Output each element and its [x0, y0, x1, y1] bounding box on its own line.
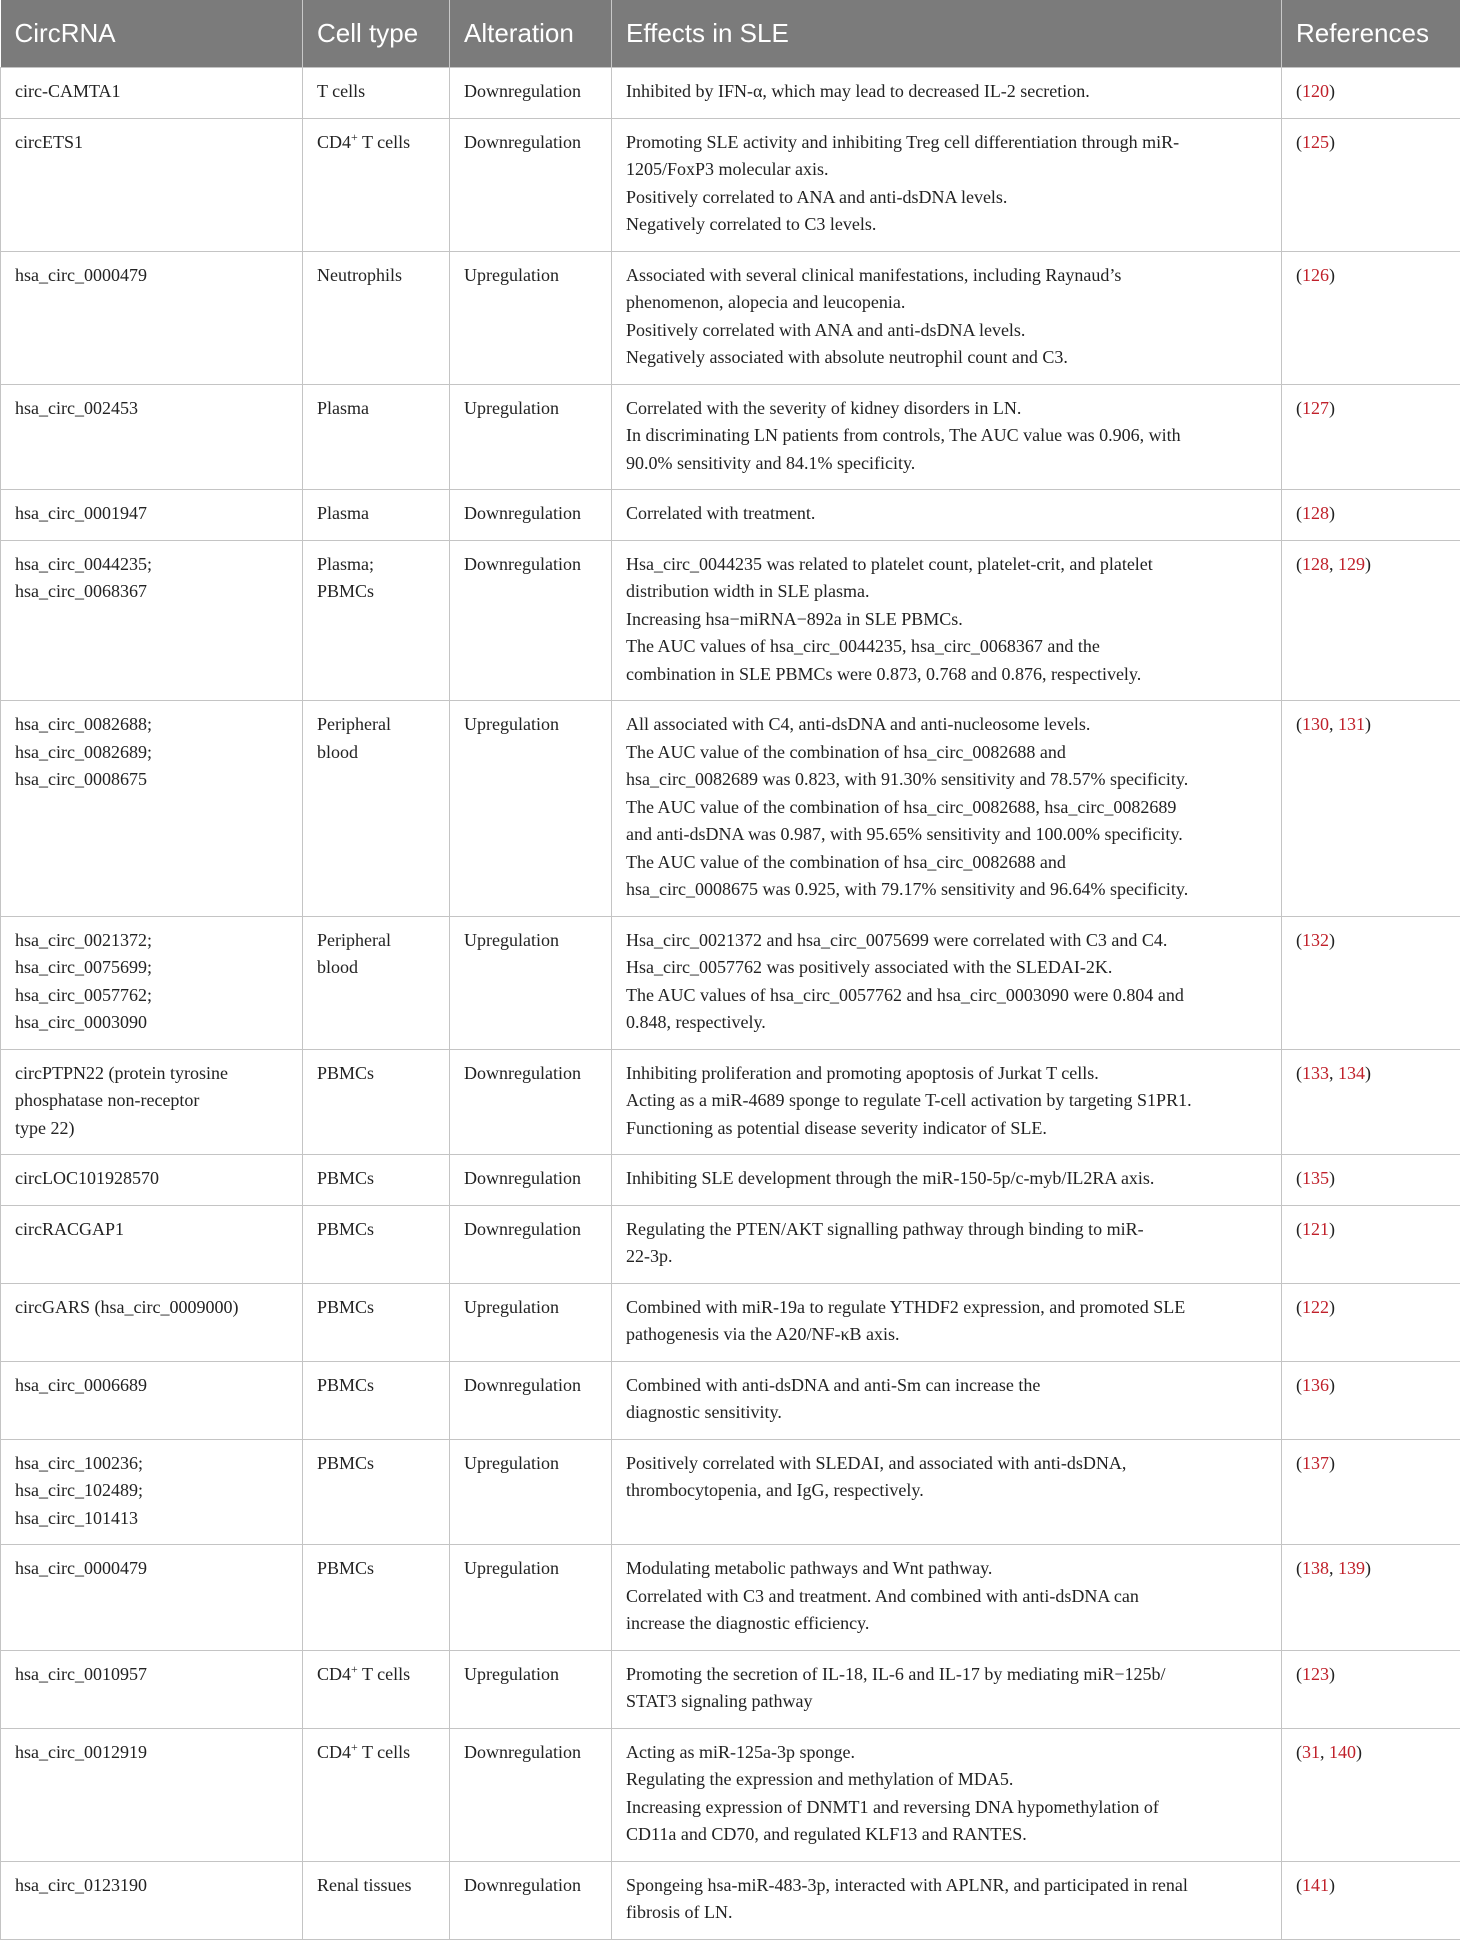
circrna-cell	[1, 1650, 303, 1728]
reference-link[interactable]: 136	[1302, 1375, 1329, 1395]
alteration-value: Downregulation	[464, 1742, 581, 1762]
cell-type-cell	[303, 540, 450, 701]
reference-link[interactable]: 131	[1338, 714, 1365, 734]
table-body	[1, 68, 1460, 1940]
effects-cell	[612, 384, 1282, 490]
effects-cell	[612, 1861, 1282, 1939]
table-header	[1, 0, 1460, 68]
effects-cell	[612, 1155, 1282, 1206]
effect-line: and anti-dsDNA was 0.987, with 95.65% sensitivity and 100.00% specificity.	[626, 821, 1267, 849]
table-row	[1, 118, 1460, 251]
circrna-name: circGARS (hsa_circ_0009000)	[15, 1294, 288, 1322]
cell-type: PBMCs	[317, 1450, 435, 1478]
table-row	[1, 1439, 1460, 1545]
circrna-cell	[1, 540, 303, 701]
effects-cell	[612, 1049, 1282, 1155]
circrna-name: hsa_circ_002453	[15, 395, 288, 423]
effect-line: Positively correlated with SLEDAI, and associated with anti-dsDNA,	[626, 1450, 1267, 1478]
alteration-cell	[450, 916, 612, 1049]
cell-type: Renal tissues	[317, 1872, 435, 1900]
cell-type-cell	[303, 118, 450, 251]
alteration-cell	[450, 1205, 612, 1283]
references-cell: (138, 139)	[1282, 1545, 1460, 1651]
effect-line: Hsa_circ_0057762 was positively associated with the SLEDAI-2K.	[626, 954, 1267, 982]
alteration-value: Upregulation	[464, 714, 559, 734]
effects-cell	[612, 490, 1282, 541]
effect-line: Combined with miR-19a to regulate YTHDF2 expression, and promoted SLE	[626, 1294, 1267, 1322]
circrna-cell	[1, 490, 303, 541]
circrna-cell	[1, 1155, 303, 1206]
references-cell: (135)	[1282, 1155, 1460, 1206]
effect-line: 0.848, respectively.	[626, 1009, 1267, 1037]
effects-cell	[612, 701, 1282, 917]
alteration-cell	[450, 384, 612, 490]
reference-link[interactable]: 121	[1302, 1219, 1329, 1239]
circrna-name: hsa_circ_0000479	[15, 1555, 288, 1583]
alteration-cell	[450, 1361, 612, 1439]
table-row	[1, 1861, 1460, 1939]
reference-link[interactable]: 140	[1329, 1742, 1356, 1762]
cell-type-prefix: CD4	[317, 132, 351, 152]
alteration-value: Upregulation	[464, 1297, 559, 1317]
table-row	[1, 251, 1460, 384]
circrna-cell	[1, 701, 303, 917]
effects-cell	[612, 1650, 1282, 1728]
effects-cell	[612, 1283, 1282, 1361]
circrna-name: phosphatase non-receptor	[15, 1087, 288, 1115]
reference-link[interactable]: 123	[1302, 1664, 1329, 1684]
cell-type-cell	[303, 1439, 450, 1545]
circrna-name: hsa_circ_0123190	[15, 1872, 288, 1900]
alteration-value: Upregulation	[464, 1664, 559, 1684]
effect-line: In discriminating LN patients from controls, The AUC value was 0.906, with	[626, 422, 1267, 450]
circrna-cell	[1, 1545, 303, 1651]
references-cell: (132)	[1282, 916, 1460, 1049]
cell-type-cell	[303, 1205, 450, 1283]
circrna-cell	[1, 1049, 303, 1155]
effect-line: 90.0% sensitivity and 84.1% specificity.	[626, 450, 1267, 478]
cell-type	[317, 1661, 435, 1689]
alteration-cell	[450, 1439, 612, 1545]
effects-cell	[612, 540, 1282, 701]
effect-line: Correlated with the severity of kidney disorders in LN.	[626, 395, 1267, 423]
reference-link[interactable]: 130	[1302, 714, 1329, 734]
references-cell: (136)	[1282, 1361, 1460, 1439]
effect-line: Positively correlated with ANA and anti-dsDNA levels.	[626, 317, 1267, 345]
table-row	[1, 540, 1460, 701]
circrna-cell	[1, 68, 303, 119]
cell-type-cell	[303, 68, 450, 119]
circrna-cell	[1, 384, 303, 490]
effect-line: 22-3p.	[626, 1243, 1267, 1271]
effect-line: Negatively correlated to C3 levels.	[626, 211, 1267, 239]
table-row	[1, 490, 1460, 541]
reference-link[interactable]: 137	[1302, 1453, 1329, 1473]
superscript-plus: +	[351, 1662, 358, 1676]
effects-cell	[612, 1728, 1282, 1861]
cell-type: Peripheral	[317, 927, 435, 955]
effect-line: Increasing hsa−miRNA−892a in SLE PBMCs.	[626, 606, 1267, 634]
reference-link[interactable]: 128	[1302, 554, 1329, 574]
effect-line: Inhibiting proliferation and promoting apoptosis of Jurkat T cells.	[626, 1060, 1267, 1088]
effects-cell	[612, 1205, 1282, 1283]
table-row	[1, 1728, 1460, 1861]
effect-line: pathogenesis via the A20/NF-κB axis.	[626, 1321, 1267, 1349]
circrna-cell	[1, 1728, 303, 1861]
cell-type: PBMCs	[317, 1216, 435, 1244]
cell-type-cell	[303, 916, 450, 1049]
header-row	[1, 0, 1460, 68]
effects-cell	[612, 1361, 1282, 1439]
circrna-name: hsa_circ_0075699;	[15, 954, 288, 982]
references-cell: (126)	[1282, 251, 1460, 384]
effect-line: Hsa_circ_0021372 and hsa_circ_0075699 were correlated with C3 and C4.	[626, 927, 1267, 955]
effect-line: The AUC values of hsa_circ_0044235, hsa_circ_0068367 and the	[626, 633, 1267, 661]
alteration-value: Downregulation	[464, 503, 581, 523]
reference-link[interactable]: 141	[1302, 1875, 1329, 1895]
table-row	[1, 1361, 1460, 1439]
reference-link[interactable]: 31	[1302, 1742, 1320, 1762]
effect-line: All associated with C4, anti-dsDNA and anti-nucleosome levels.	[626, 711, 1267, 739]
table-row	[1, 68, 1460, 119]
circrna-cell	[1, 1361, 303, 1439]
alteration-value: Upregulation	[464, 265, 559, 285]
alteration-cell	[450, 1728, 612, 1861]
reference-link[interactable]: 132	[1302, 930, 1329, 950]
reference-link[interactable]: 138	[1302, 1558, 1329, 1578]
cell-type: PBMCs	[317, 1294, 435, 1322]
circrna-name: hsa_circ_0044235;	[15, 551, 288, 579]
effect-line: Promoting the secretion of IL-18, IL-6 and IL-17 by mediating miR−125b/	[626, 1661, 1267, 1689]
circrna-cell	[1, 118, 303, 251]
cell-type-prefix: CD4	[317, 1742, 351, 1762]
table-row	[1, 1205, 1460, 1283]
circrna-name: circ-CAMTA1	[15, 78, 288, 106]
effect-line: Acting as miR-125a-3p sponge.	[626, 1739, 1267, 1767]
cell-type: PBMCs	[317, 578, 435, 606]
cell-type: blood	[317, 739, 435, 767]
effect-line: distribution width in SLE plasma.	[626, 578, 1267, 606]
circrna-name: hsa_circ_0001947	[15, 500, 288, 528]
cell-type: T cells	[317, 78, 435, 106]
circrna-name: hsa_circ_0082689;	[15, 739, 288, 767]
alteration-cell	[450, 540, 612, 701]
reference-link[interactable]: 120	[1302, 81, 1329, 101]
circrna-name: hsa_circ_0082688;	[15, 711, 288, 739]
cell-type	[317, 129, 435, 157]
effect-line: The AUC value of the combination of hsa_circ_0082688 and	[626, 849, 1267, 877]
cell-type-cell	[303, 1361, 450, 1439]
cell-type-cell	[303, 1728, 450, 1861]
cell-type: Plasma;	[317, 551, 435, 579]
effect-line: STAT3 signaling pathway	[626, 1688, 1267, 1716]
effect-line: The AUC value of the combination of hsa_circ_0082688, hsa_circ_0082689	[626, 794, 1267, 822]
cell-type-prefix: CD4	[317, 1664, 351, 1684]
effect-line: Modulating metabolic pathways and Wnt pathway.	[626, 1555, 1267, 1583]
cell-type-cell	[303, 701, 450, 917]
effect-line: Inhibiting SLE development through the miR-150-5p/c-myb/IL2RA axis.	[626, 1165, 1267, 1193]
circrna-name: circPTPN22 (protein tyrosine	[15, 1060, 288, 1088]
effect-line: phenomenon, alopecia and leucopenia.	[626, 289, 1267, 317]
alteration-value: Downregulation	[464, 1875, 581, 1895]
circrna-name: type 22)	[15, 1115, 288, 1143]
effect-line: The AUC values of hsa_circ_0057762 and hsa_circ_0003090 were 0.804 and	[626, 982, 1267, 1010]
circrna-name: hsa_circ_0021372;	[15, 927, 288, 955]
references-cell: (31, 140)	[1282, 1728, 1460, 1861]
alteration-cell	[450, 1155, 612, 1206]
alteration-cell	[450, 68, 612, 119]
circrna-name: hsa_circ_0000479	[15, 262, 288, 290]
reference-link[interactable]: 126	[1302, 265, 1329, 285]
table-row	[1, 1650, 1460, 1728]
circrna-cell	[1, 1439, 303, 1545]
effect-line: combination in SLE PBMCs were 0.873, 0.768 and 0.876, respectively.	[626, 661, 1267, 689]
reference-link[interactable]: 128	[1302, 503, 1329, 523]
cell-type-suffix: T cells	[362, 132, 410, 152]
alteration-value: Downregulation	[464, 81, 581, 101]
references-cell: (128, 129)	[1282, 540, 1460, 701]
circrna-name: circLOC101928570	[15, 1165, 288, 1193]
alteration-cell	[450, 1283, 612, 1361]
circrna-name: hsa_circ_102489;	[15, 1477, 288, 1505]
references-cell: (125)	[1282, 118, 1460, 251]
references-cell: (122)	[1282, 1283, 1460, 1361]
effect-line: hsa_circ_0008675 was 0.925, with 79.17% sensitivity and 96.64% specificity.	[626, 876, 1267, 904]
circrna-name: hsa_circ_100236;	[15, 1450, 288, 1478]
effects-cell	[612, 68, 1282, 119]
effect-line: increase the diagnostic efficiency.	[626, 1610, 1267, 1638]
alteration-value: Upregulation	[464, 1453, 559, 1473]
table-row	[1, 1155, 1460, 1206]
effect-line: Positively correlated to ANA and anti-dsDNA levels.	[626, 184, 1267, 212]
header-references: References	[1282, 0, 1460, 68]
effect-line: Correlated with C3 and treatment. And combined with anti-dsDNA can	[626, 1583, 1267, 1611]
effect-line: Combined with anti-dsDNA and anti-Sm can increase the	[626, 1372, 1267, 1400]
effect-line: diagnostic sensitivity.	[626, 1399, 1267, 1427]
circrna-name: hsa_circ_0008675	[15, 766, 288, 794]
header-alteration: Alteration	[450, 0, 612, 68]
cell-type: PBMCs	[317, 1060, 435, 1088]
cell-type-cell	[303, 1861, 450, 1939]
effect-line: Promoting SLE activity and inhibiting Treg cell differentiation through miR-	[626, 129, 1267, 157]
alteration-value: Downregulation	[464, 554, 581, 574]
effect-line: Associated with several clinical manifestations, including Raynaud’s	[626, 262, 1267, 290]
references-cell: (121)	[1282, 1205, 1460, 1283]
circrna-cell	[1, 251, 303, 384]
circrna-name: hsa_circ_0068367	[15, 578, 288, 606]
circrna-cell	[1, 1861, 303, 1939]
references-cell: (130, 131)	[1282, 701, 1460, 917]
alteration-value: Upregulation	[464, 930, 559, 950]
effect-line: Increasing expression of DNMT1 and reversing DNA hypomethylation of	[626, 1794, 1267, 1822]
table-row	[1, 1283, 1460, 1361]
effect-line: Spongeing hsa-miR-483-3p, interacted with APLNR, and participated in renal	[626, 1872, 1267, 1900]
effects-cell	[612, 251, 1282, 384]
alteration-cell	[450, 490, 612, 541]
alteration-value: Downregulation	[464, 1168, 581, 1188]
alteration-cell	[450, 1049, 612, 1155]
table-row	[1, 1049, 1460, 1155]
cell-type: blood	[317, 954, 435, 982]
effects-cell	[612, 1439, 1282, 1545]
cell-type-cell	[303, 1049, 450, 1155]
effect-line: Regulating the expression and methylation of MDA5.	[626, 1766, 1267, 1794]
cell-type-suffix: T cells	[362, 1664, 410, 1684]
alteration-cell	[450, 1861, 612, 1939]
alteration-value: Downregulation	[464, 1375, 581, 1395]
effect-line: CD11a and CD70, and regulated KLF13 and RANTES.	[626, 1821, 1267, 1849]
circrna-cell	[1, 1205, 303, 1283]
reference-link[interactable]: 135	[1302, 1168, 1329, 1188]
cell-type-suffix: T cells	[362, 1742, 410, 1762]
effects-cell	[612, 1545, 1282, 1651]
effect-line: The AUC value of the combination of hsa_circ_0082688 and	[626, 739, 1267, 767]
reference-link[interactable]: 134	[1338, 1063, 1365, 1083]
header-cell-type: Cell type	[303, 0, 450, 68]
table-row	[1, 701, 1460, 917]
references-cell: (141)	[1282, 1861, 1460, 1939]
effect-line: Regulating the PTEN/AKT signalling pathway through binding to miR-	[626, 1216, 1267, 1244]
alteration-value: Downregulation	[464, 132, 581, 152]
cell-type: Plasma	[317, 500, 435, 528]
cell-type: Peripheral	[317, 711, 435, 739]
effect-line: Inhibited by IFN-α, which may lead to decreased IL-2 secretion.	[626, 78, 1267, 106]
alteration-cell	[450, 1650, 612, 1728]
cell-type-cell	[303, 384, 450, 490]
circrna-name: hsa_circ_0057762;	[15, 982, 288, 1010]
cell-type-cell	[303, 1155, 450, 1206]
effects-cell	[612, 118, 1282, 251]
reference-link[interactable]: 133	[1302, 1063, 1329, 1083]
superscript-plus: +	[351, 130, 358, 144]
circrna-name: hsa_circ_0006689	[15, 1372, 288, 1400]
superscript-plus: +	[351, 1740, 358, 1754]
cell-type: Neutrophils	[317, 262, 435, 290]
cell-type: PBMCs	[317, 1165, 435, 1193]
alteration-cell	[450, 251, 612, 384]
cell-type	[317, 1739, 435, 1767]
circrna-cell	[1, 1283, 303, 1361]
cell-type-cell	[303, 1650, 450, 1728]
table-row	[1, 1545, 1460, 1651]
effect-line: fibrosis of LN.	[626, 1899, 1267, 1927]
circrna-cell	[1, 916, 303, 1049]
alteration-value: Downregulation	[464, 1063, 581, 1083]
circrna-name: hsa_circ_0010957	[15, 1661, 288, 1689]
cell-type-cell	[303, 490, 450, 541]
cell-type-cell	[303, 251, 450, 384]
references-cell: (120)	[1282, 68, 1460, 119]
reference-link[interactable]: 122	[1302, 1297, 1329, 1317]
table-row	[1, 916, 1460, 1049]
circrna-name: circRACGAP1	[15, 1216, 288, 1244]
reference-link[interactable]: 127	[1302, 398, 1329, 418]
references-cell: (137)	[1282, 1439, 1460, 1545]
reference-link[interactable]: 125	[1302, 132, 1329, 152]
cell-type: Plasma	[317, 395, 435, 423]
table-row	[1, 384, 1460, 490]
alteration-value: Downregulation	[464, 1219, 581, 1239]
effect-line: Hsa_circ_0044235 was related to platelet count, platelet-crit, and platelet	[626, 551, 1267, 579]
effect-line: Acting as a miR-4689 sponge to regulate T-cell activation by targeting S1PR1.	[626, 1087, 1267, 1115]
references-cell: (127)	[1282, 384, 1460, 490]
circrna-name: hsa_circ_0003090	[15, 1009, 288, 1037]
circrna-name: hsa_circ_101413	[15, 1505, 288, 1533]
alteration-value: Upregulation	[464, 398, 559, 418]
header-effects: Effects in SLE	[612, 0, 1282, 68]
effect-line: Functioning as potential disease severity indicator of SLE.	[626, 1115, 1267, 1143]
reference-link[interactable]: 129	[1338, 554, 1365, 574]
effect-line: hsa_circ_0082689 was 0.823, with 91.30% sensitivity and 78.57% specificity.	[626, 766, 1267, 794]
effects-cell	[612, 916, 1282, 1049]
alteration-cell	[450, 1545, 612, 1651]
alteration-value: Upregulation	[464, 1558, 559, 1578]
effect-line: thrombocytopenia, and IgG, respectively.	[626, 1477, 1267, 1505]
effect-line: Negatively associated with absolute neutrophil count and C3.	[626, 344, 1267, 372]
references-cell: (133, 134)	[1282, 1049, 1460, 1155]
circrna-name: hsa_circ_0012919	[15, 1739, 288, 1767]
header-circrna: CircRNA	[1, 0, 303, 68]
references-cell: (128)	[1282, 490, 1460, 541]
references-cell: (123)	[1282, 1650, 1460, 1728]
circrna-name: circETS1	[15, 129, 288, 157]
alteration-cell	[450, 701, 612, 917]
cell-type-cell	[303, 1283, 450, 1361]
effect-line: Correlated with treatment.	[626, 500, 1267, 528]
effect-line: 1205/FoxP3 molecular axis.	[626, 156, 1267, 184]
alteration-cell	[450, 118, 612, 251]
cell-type-cell	[303, 1545, 450, 1651]
cell-type: PBMCs	[317, 1555, 435, 1583]
cell-type: PBMCs	[317, 1372, 435, 1400]
reference-link[interactable]: 139	[1338, 1558, 1365, 1578]
